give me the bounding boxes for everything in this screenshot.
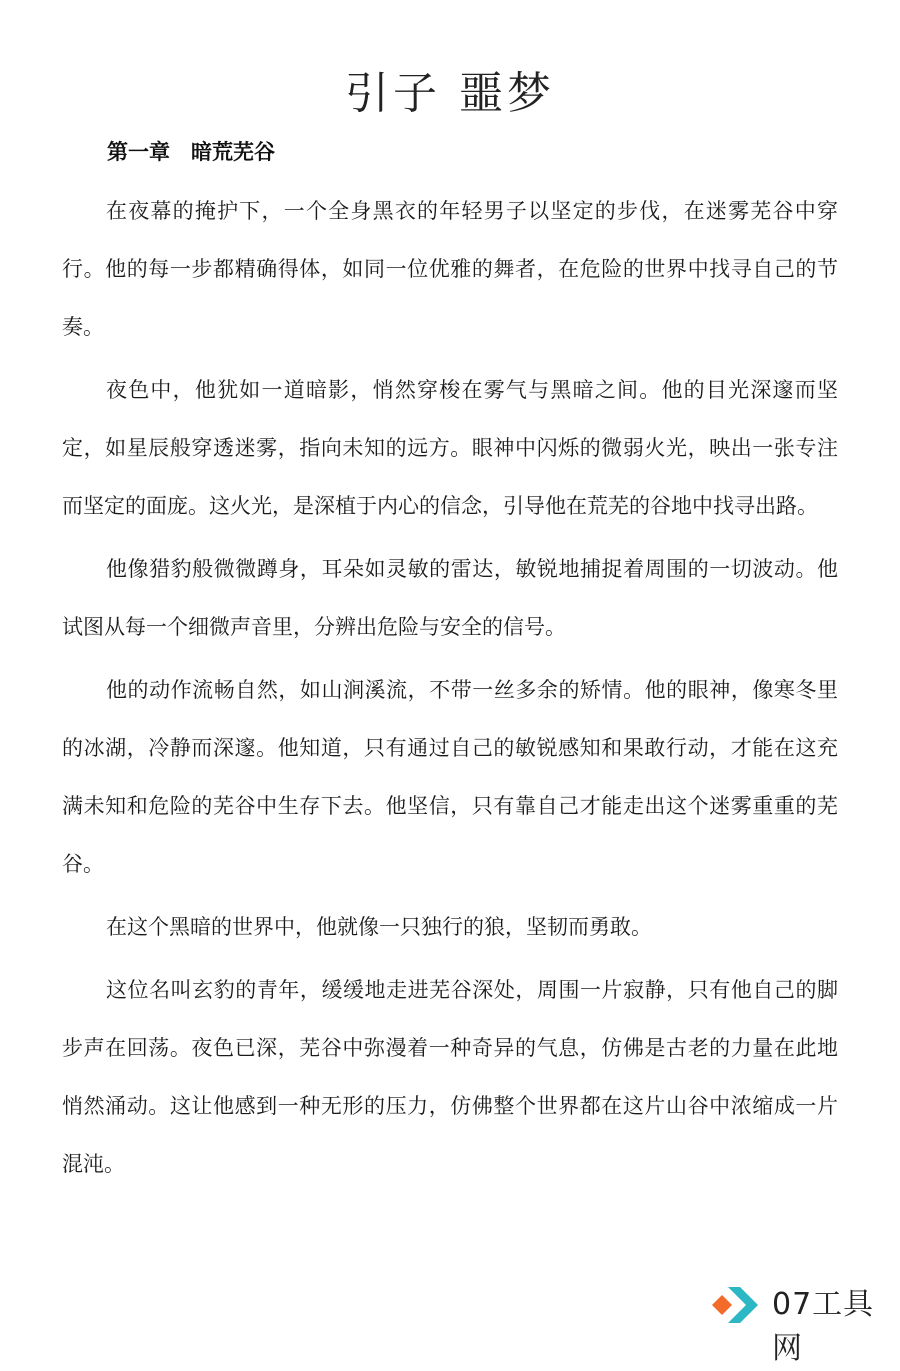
watermark (700, 1277, 900, 1366)
paragraph: 在这个黑暗的世界中，他就像一只独行的狼，坚韧而勇敢。 (106, 915, 652, 939)
paragraph: 他的动作流畅自然，如山涧溪流，不带一丝多余的矫情。他的眼神，像寒冬里的冰湖，冷静而深邃。他知道，只有通过自己的敏锐感知和果敢行动，才能在这充满未知和危险的芜谷中生存下去。他坚信，只有靠自己才能走出这个迷雾重重的芜谷。 (62, 678, 838, 876)
watermark-text: 07工具网 (772, 1287, 875, 1366)
diamond-arrow-logo-icon (708, 1281, 764, 1329)
body-text (62, 182, 838, 1198)
paragraph: 他像猎豹般微微蹲身，耳朵如灵敏的雷达，敏锐地捕捉着周围的一切波动。他试图从每一个细微声音里，分辨出危险与安全的信号。 (62, 557, 838, 639)
paragraph: 夜色中，他犹如一道暗影，悄然穿梭在雾气与黑暗之间。他的目光深邃而坚定，如星辰般穿透迷雾，指向未知的远方。眼神中闪烁的微弱火光，映出一张专注而坚定的面庞。这火光，是深植于内心的信念，引导他在荒芜的谷地中找寻出路。 (62, 378, 838, 518)
paragraph: 这位名叫玄豹的青年，缓缓地走进芜谷深处，周围一片寂静，只有他自己的脚步声在回荡。夜色已深，芜谷中弥漫着一种奇异的气息，仿佛是古老的力量在此地悄然涌动。这让他感到一种无形的压力，仿佛整个世界都在这片山谷中浓缩成一片混沌。 (62, 978, 838, 1176)
page-title: 引子 噩梦 (345, 68, 555, 119)
paragraph: 在夜幕的掩护下，一个全身黑衣的年轻男子以坚定的步伐，在迷雾芜谷中穿行。他的每一步都精确得体，如同一位优雅的舞者，在危险的世界中找寻自己的节奏。 (62, 199, 838, 339)
chapter-heading: 第一章 暗荒芜谷 (107, 140, 275, 164)
